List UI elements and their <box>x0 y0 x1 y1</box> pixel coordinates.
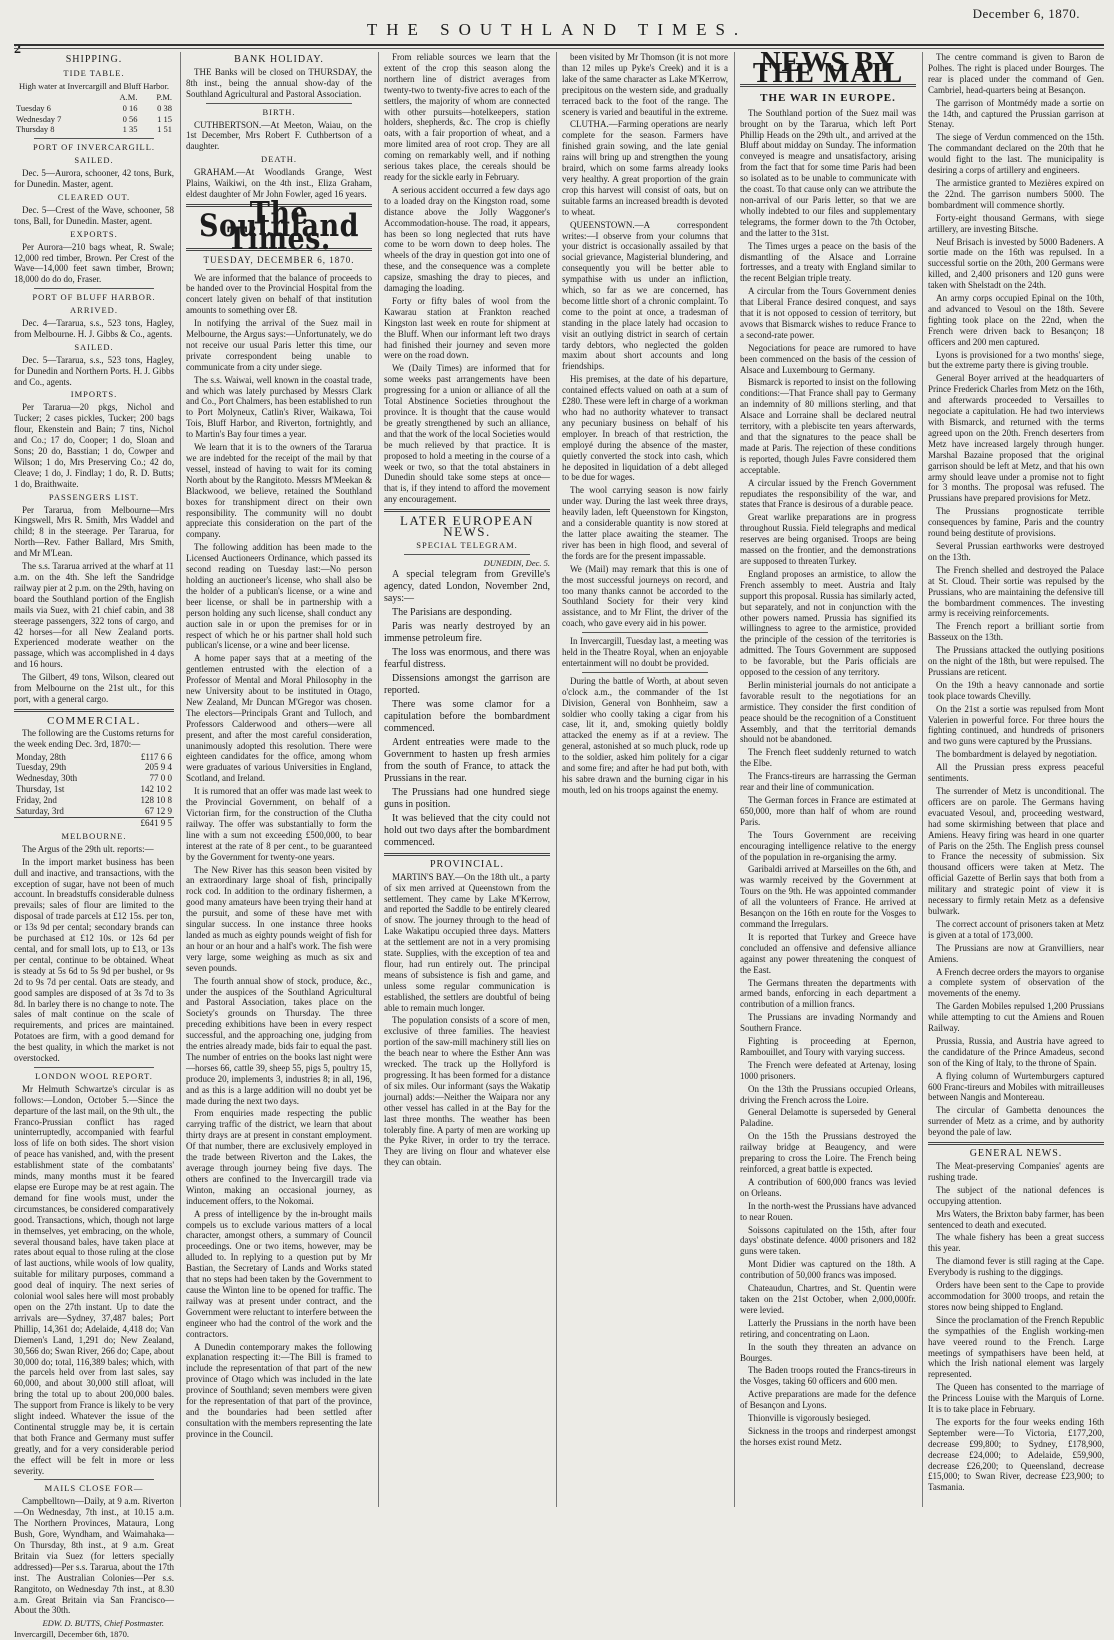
provincial-paragraph: During the battle of Worth, at about seven o'clock a.m., the commander of the 1st Division, General von Bonhheim, saw a soldier who coolly taking a cigar from his case, lit it, and, smoking quietly boldly attacked the enemy as if at a review. The general, astonished at so much pluck, rode up to the soldier, asked him politely for a cigar and some fire; and after he had put both, with his sabre drawn and the burning cigar in his mouth, led on his troops against the enemy. <box>562 675 728 795</box>
column-war-news <box>740 47 916 1507</box>
customs-row <box>14 784 174 795</box>
editorial-paragraph: A Dunedin contemporary makes the following explanation respecting it:—The Bill is framed to include the representation of that part of the new province of Otago which was included in the late province of Southland; seven members were given for the representation of that part of the province, and the boundaries had been settled after consultation with the members representing the late province in the Council. <box>186 1341 372 1439</box>
tide-pm: 1 51 <box>157 124 172 135</box>
customs-day: Thursday, 1st <box>16 784 65 795</box>
telegram-line: There was some clamor for a capitulation before the bombardment commenced. <box>384 698 550 734</box>
divider <box>582 672 708 673</box>
editorial-paragraph: In notifying the arrival of the Suez mail in Melbourne, the Argus says:—Unfortunately, we do not receive our usual Paris letter this time, our private correspondent being unable to communicate from a city under siege. <box>186 318 372 372</box>
war-paragraph: The Southland portion of the Suez mail was brought on by the Tararua, which left Port Phillip Heads on the 29th ult., and arrived at the Bluff about midday on Sunday. The information conveyed is meagre and unsatisfactory, arising from the fact that for some time Paris had been so isolated as to be unable to communicate with the coast. To that cause only can we attribute the non-arrival of our Paris letter, so that we are wholly indebted to our files and supplementary telegrams, the former down to the 7th October, and the latter to the 31st. <box>740 107 916 238</box>
war-paragraph: General Delamotte is superseded by General Paladine. <box>740 1107 916 1129</box>
column-war-continued <box>928 52 1104 1507</box>
provincial-paragraph: been visited by Mr Thomson (it is not more than 12 miles up Pyke's Creek) and it is a lake of the same character as Lake M'Kerrow, precipitous on the western side, and gradually terraced back to the foot of the range. The scenery is varied and beautiful in the extreme. <box>562 52 728 117</box>
war-paragraph: The Francs-tireurs are harrassing the German rear and their line of communication. <box>740 771 916 793</box>
imports-entry: Per Tararua—20 pkgs, Nichol and Tucker; 2 cases pickles, Tucker; 200 bags flour, Ekenstein and Bain; 7 tins, Nichol and Co.; 17 do, Cooper; 1 do, Sloan and Sons; 20 do, Basstian; 1 do, Cowper and Wilson; 1 do, Mrs Preserving Co.; 42 do, Cleave; 1 do, J. Findlay; 1 do, R. D. Butts; 1 do, Braithwaite. <box>14 402 174 489</box>
war-paragraph: Prussia, Russia, and Austria have agreed to the candidature of the Prince Amadeus, second son of the King of Italy, to the throne of Spain. <box>928 1035 1104 1068</box>
news-paragraph: A serious accident occurred a few days ago to a loaded dray on the Kingston road, some distance above the Jolly Waggoner's Accommodation-house. The road, it appears, has been so long neglected that ruts have come to be worn down to deep holes. The wheels of the dray in question got into one of these, and the consequence was a complete capsize, smashing the dray to pieces, and damaging the loading. <box>384 184 550 294</box>
editorial-paragraph: We are informed that the balance of proceeds to be handed over to the Provincial Hospital from the concert lately given on behalf of that institution amounts to something over £8. <box>186 272 372 316</box>
tide-am: 0 56 <box>122 113 138 124</box>
customs-day: Saturday, 3rd <box>16 806 64 817</box>
telegram-line: The Parisians are desponding. <box>392 606 512 618</box>
tide-day: Thursday 8 <box>16 124 55 135</box>
customs-intro: The following are the Customs returns for the week ending Dec. 3rd, 1870:— <box>14 727 174 749</box>
general-news-paragraph: Mrs Waters, the Brixton baby farmer, has been sentenced to death and executed. <box>928 1208 1104 1230</box>
war-in-europe-heading: THE WAR IN EUROPE. <box>760 91 896 104</box>
editorial-paragraph: The s.s. Waiwai, well known in the coastal trade, and which was lately purchased by Messrs Clark and Co., Port Chalmers, has been established to run to Port Molyneux, Catlin's River, Waikawa, Toi Tois, Bluff Harbor, and Riverton, fortnightly, and to Martin's Bay four times a year. <box>186 374 372 440</box>
telegram-line: Dissensions amongst the garrison are reported. <box>384 672 550 696</box>
war-paragraph: Mont Didier was captured on the 18th. A contribution of 50,000 francs was imposed. <box>740 1259 916 1281</box>
tide-row <box>14 103 174 114</box>
news-paragraph: From reliable sources we learn that the extent of the crop this season along the northern line of district averages from twenty-two to twenty-five acres to each of the settlers, the majority of whom are connected with other pursuits—hotelkeepers, station holders, shepherds, &c. The crop is chiefly oats, with a fair proportion of wheat, and a more limited area of root crop. They are all coming on remarkably well, and if nothing serious takes place, the cereals should be ready for the sickle early in February. <box>384 52 550 182</box>
war-paragraph: Great warlike preparations are in progress throughout Russia. Field telegraphs and medical reserves are being organised. Troops are being massed on the frontier, and the demonstrations are supposed to threaten Turkey. <box>740 512 916 566</box>
customs-amount: 205 9 4 <box>145 762 172 773</box>
customs-day: Tuesday, 29th <box>16 762 67 773</box>
customs-day: Friday, 2nd <box>16 795 57 806</box>
telegram-line: The loss was enormous, and there was fearful distress. <box>384 646 550 670</box>
wool-report-heading: LONDON WOOL REPORT. <box>35 1070 153 1081</box>
war-paragraph: Negociations for peace are rumored to have been commenced on the basis of the cession of Alsace and Luxembourg to Germany. <box>740 342 916 375</box>
war-paragraph: The Prussians attacked the outlying positions on the night of the 18th, but were repulsed. The Prussians are reticent. <box>928 645 1104 677</box>
tide-pm: 0 38 <box>157 102 172 113</box>
war-paragraph: On the 21st a sortie was repulsed from Mont Valerien in powerful force. For three hours the fighting continued, and hundreds of prisoners and two guns were captured by the Prussians. <box>928 703 1104 747</box>
sailed-heading: SAILED. <box>74 155 114 166</box>
melbourne-intro: The Argus of the 29th ult. reports:— <box>22 843 154 854</box>
telegram-line: It was believed that the city could not hold out two days after the bombardment commenced. <box>384 812 550 848</box>
header-rule <box>14 44 1104 46</box>
sailed-entry: Dec. 5—Aurora, schooner, 42 tons, Burk, for Dunedin. Master, agent. <box>14 168 174 190</box>
tide-subheading: High water at Invercargill and Bluff Harbor. <box>18 80 170 91</box>
war-paragraph: The correct account of prisoners taken at Metz is given at a total of 173,000. <box>928 918 1104 940</box>
provincial-paragraph: The population consists of a score of men, exclusive of three families. The heaviest portion of the saw-mill machinery still lies on the beach near to where the Esther Ann was wrecked. The track up the Hollyford is progressing. It has been formed for a distance of six miles. Our informant (says the Wakatip journal) adds:—Neither the Waipara nor any other vessel has called in at the Bay for the last three months. The weather has been tolerably fine. A party of men are working up the Pyke River, in order to try the terrace. They are living on flour and whatever else they can obtain. <box>384 1015 550 1168</box>
general-news-paragraph: Orders have been sent to the Cape to provide accommodation for 3000 troops, and retain the stores now being shipped to England. <box>928 1280 1104 1312</box>
war-paragraph: The Prussians prognosticate terrible consequences by famine, Paris and the country round being destitute of provisions. <box>928 506 1104 539</box>
bank-holiday-notice: THE Banks will be closed on THURSDAY, the 8th inst., being the annual show-day of the Southland Agricultural and Pastoral Association. <box>186 66 372 99</box>
editorial-paragraph: The New River has this season been visited by an extraordinary large shoal of fish, principally rock cod. In addition to the ordinary fishermen, a good many amateurs have been trying their hand at the pursuit, and some of these have met with singular success. In one instance three hooks landed as much as eighty pounds weight of fish for an hour or an hour and a half's work. The fish were very large, some weighing as much as six and seven pounds. <box>186 864 372 973</box>
column-local-news <box>384 52 550 1507</box>
news-paragraph: We (Daily Times) are informed that for some weeks past arrangements have been progressing for a union or alliance of all the Total Abstinence Societies throughout the province. It is thought that the cause would be greatly strengthened by such an alliance, and that the work of the local Societies would be much relieved by that practice. It is proposed to hold a meeting in the course of a week or two, so that the total abstainers in Dunedin should take some steps at once—that is, if they intend to afford the movement any encouragement. <box>384 363 550 505</box>
header-rule-thin <box>14 48 1104 49</box>
customs-amount: 77 0 0 <box>149 773 172 784</box>
divider <box>34 138 154 139</box>
special-telegram-heading: SPECIAL TELEGRAM. <box>416 539 518 550</box>
war-paragraph: The bombardment is delayed by negotiation. <box>936 749 1097 760</box>
editorial-paragraph: The fourth annual show of stock, produce, &c., under the auspices of the Southland Agricultural and Pastoral Association, takes place on the Society's grounds on Thursday. The three preceding exhibitions have been in every respect successful, and the approaching one, judging from the entries already made, bids fair to equal the past. The number of entries on the books last night were—horses 66, cattle 39, sheep 55, pigs 5, poultry 15, produce 20, implements 3, industries 8; in all, 196, and as this is a large addition will no doubt yet be made during the next two days. <box>186 975 372 1106</box>
provincial-paragraph: We (Mail) may remark that this is one of the most successful journeys on record, and too many thanks cannot be accorded to the Southland Society for their very kind assistance, and to Mr Flint, the driver of the coach, who gave every aid in his power. <box>562 563 728 629</box>
customs-row <box>14 752 174 763</box>
war-paragraph: Chateaudun, Chartres, and St. Quentin were taken on the 21st October, when 2,000,000fr. were levied. <box>740 1283 916 1315</box>
war-paragraph: The Prussians are invading Normandy and Southern France. <box>740 1012 916 1034</box>
war-paragraph: Thionville is vigorously besieged. <box>748 1413 871 1424</box>
war-paragraph: Fighting is proceeding at Epernon, Rambouillet, and Toury with varying success. <box>740 1036 916 1057</box>
provincial-paragraph: His premises, at the date of his departure, contained effects valued on oath at a sum of £280. These were left in charge of a workman who had no authority whatever to transact any pecuniary business on behalf of his employer. In breach of that restriction, the employé during the absence of the master, quietly converted the stock into cash, which he deposited in liquidation of a debt alleged to be due for wages. <box>562 374 728 483</box>
provincial-paragraph: The wool carrying season is now fairly under way. During the last week three drays, heavily laden, left Queenstown for Kingston, and a considerable quantity is now stored at the latter place awaiting the steamer. The river has been in high flood, and several of the fords are for the present impassable. <box>562 485 728 561</box>
birth-notice: CUTHBERTSON.—At Meeton, Waiau, on the 1st December, Mrs Robert F. Cuthbertson of a daughter. <box>186 119 372 152</box>
war-paragraph: All the Prussian press express peaceful sentiments. <box>928 762 1104 784</box>
imports-heading: IMPORTS. <box>70 389 118 400</box>
tide-heading: TIDE TABLE. <box>63 67 125 78</box>
telegram-line: Ardent entreaties were made to the Government to hasten up fresh armies from the south of France, to attack the Prussians in the rear. <box>384 736 550 784</box>
commercial-heading: COMMERCIAL. <box>47 714 141 727</box>
column-shipping-commercial <box>14 52 174 1640</box>
death-heading: DEATH. <box>261 154 297 165</box>
editorial-paragraph: It is rumored that an offer was made last week to the Provincial Government, on behalf of a Victorian firm, for the construction of the Clutha railway. The offer was substantially to form the line with a sum not exceeding £500,000, to bear interest at the rate of 8 per cent., to be guaranteed by the Government for twenty-one years. <box>186 786 372 862</box>
general-news-paragraph: The diamond fever is still raging at the Cape. Everybody is rushing to the diggings. <box>928 1256 1104 1278</box>
wool-report: Mr Helmuth Schwartze's circular is as follows:—London, October 5.—Since the departure of the last mail, on the 9th ult., the Franco-Prussian conflict has raged uninterruptedly, accompanied with fearful loss of life on both sides. The short vision of peace has vanished, and, with the present establishment state of the combatants' minds, many months must it be feared elapse ere Europe may be at rest again. The demand for fine wools must, under the circumstances, be considered comparatively good. Transactions, which, though not large in themselves, yet embracing, on the whole, several thousand bales, have taken place at rates about equal to those ruling at the close of last auctions, while wools of low quality, suitable for military purposes, command a good deal of inquiry. The next series of colonial wool sales here will most probably open on the 27th instant. Up to date the arrivals are—Sydney, 37,487 bales; Port Phillip, 14,361 do; Adelaide, 4,418 do; Van Diemen's Land, 1,291 do; New Zealand, 30,566 do; Swan River, 266 do; Cape, about 30,000 do; total, 116,389 bales; which, with the parcels held over from last sales, say 60,000, and about 30,000 still afloat, will bring the total up to about 200,000 bales. The support from France is likely to be very slight indeed. Whatever the issue of the Continental struggle may be, it is certain that both France and Germany must suffer greatly, and for a very considerable period the effect will be felt in more or less severity. <box>14 1083 174 1476</box>
page-number: 2 <box>14 42 21 57</box>
birth-heading: BIRTH. <box>262 106 296 117</box>
paper-nameplate: The Southland Times. <box>198 195 359 257</box>
customs-amount: £117 6 6 <box>140 751 172 762</box>
divider <box>206 103 352 104</box>
editorial-paragraph: We learn that it is to the owners of the Tararua we are indebted for the receipt of the mail by that vessel, instead of having to wait for its coming North about by the Rangitoto. Messrs M'Meekan & Blackwood, we believe, retained the Southland boxes for transhipment direct on their own responsibility. The community will no doubt appreciate this consideration on the part of the company. <box>186 442 372 540</box>
column-rule <box>922 52 923 1507</box>
tararua-report: The s.s. Tararua arrived at the wharf at 11 a.m. on the 4th. She left the Sandridge railway pier at 2 p.m. on the 29th, having on board the Southland portion of the English mails via Suez, with 21 chief cabin, and 38 steerage passengers, 322 tons of cargo, and 42 horses—for all New Zealand ports. Experienced moderate weather on the passage, which was accomplished in 4 days and 16 hours. <box>14 561 174 670</box>
war-paragraph: The French were defeated at Artenay, losing 1000 prisoners. <box>740 1059 916 1081</box>
telegram-line: A special telegram from Greville's agency, dated London, November 2nd, says:— <box>384 568 550 604</box>
column-rule <box>378 52 379 1507</box>
war-paragraph: On the 13th the Prussians occupied Orleans, driving the French across the Loire. <box>740 1083 916 1105</box>
signature-date: Invercargill, December 6th, 1870. <box>14 1629 130 1640</box>
editorial-dateline: TUESDAY, DECEMBER 6, 1870. <box>203 254 355 265</box>
tide-day: Wednesday 7 <box>16 113 62 124</box>
port-invercargill-heading: PORT OF INVERCARGILL. <box>32 142 156 153</box>
customs-day: Monday, 28th <box>16 751 66 762</box>
editorial-paragraph: From enquiries made respecting the public carrying traffic of the district, we learn that about thirty drays are at present in constant employment. Of that number, there are exclusively employed in the trade between Riverton and the Lakes, the average through journey being five days. The others are confined to the Invercargill trade via Winton, making an occasional journey, as inducement offers, to the Nokomai. <box>186 1108 372 1206</box>
cleared-heading: CLEARED OUT. <box>57 191 131 202</box>
section-divider <box>384 853 550 856</box>
telegram-line: The Prussians had one hundred siege guns in position. <box>384 786 550 810</box>
bank-holiday-heading: BANK HOLIDAY. <box>234 54 324 65</box>
divider <box>34 1479 154 1480</box>
customs-total: £641 9 5 <box>118 818 174 829</box>
war-paragraph: On the 15th the Prussians destroyed the railway bridge at Beaugency, and were preparing to cross the Loire. The French being reinforced, a great battle is expected. <box>740 1131 916 1174</box>
war-paragraph: The Prussians are now at Granvilliers, near Amiens. <box>928 942 1104 964</box>
war-paragraph: A flying column of Wurtemburgers captured 600 Franc-tireurs and Mobiles with mitrailleuses between Nangis and Montereau. <box>928 1070 1104 1103</box>
tide-col-am: A.M. <box>119 91 138 102</box>
war-paragraph: The armistice granted to Mezières expired on the 22nd. The garrison numbers 5000. The bombardment will commence shortly. <box>928 177 1104 210</box>
war-paragraph: The Germans threaten the departments with armed bands, enforcing in each department a contribution of a million francs. <box>740 977 916 1010</box>
war-paragraph: The Baden troops routed the Francs-tireurs in the Vosges, taking 60 officers and 600 men. <box>740 1365 916 1387</box>
column-rule <box>180 52 181 1507</box>
cleared-entry: Dec. 5—Crest of the Wave, schooner, 58 tons, Ball, for Dunedin. Master, agent. <box>14 204 174 226</box>
war-paragraph: On the 19th a heavy cannonade and sortie took place towards Chevilly. <box>928 679 1104 701</box>
customs-total-row <box>14 818 174 829</box>
passengers-entry: Per Tararua, from Melbourne—Mrs Kingswell, Mrs R. Smith, Mrs Waddel and child; 8 in the steerage. Per Tararua, for North—Rev. Father Ballard, Mrs Smith, and Mr M'Lean. <box>14 504 174 559</box>
general-news-paragraph: The subject of the national defences is occupying attention. <box>928 1184 1104 1206</box>
tide-am: 0 16 <box>122 102 138 113</box>
war-paragraph: The surrender of Metz is unconditional. The officers are on parole. The Germans having evacuated Vesoul, and, proceeding westward, had some skirmishing between that place and Amiens. Heavy firing was heard in one quarter of Paris on the 25th. The English press counsel to France the necessity of submission. Six thousand officers were taken at Metz. The official Gazette of Berlin says that both from a military and strategic point of view it is necessary to firmly retain Metz as a defensive bulwark. <box>928 786 1104 916</box>
editorial-paragraph: A press of intelligence by the in-brought mails compels us to exclude various matters of a local character, amongst others, a summary of Council proceedings. One or two items, however, may be alluded to. In replying to a question put by Mr Bastian, the Secretary of Lands and Works stated that no steps had been taken by the Government to cause the Winton line to be opened for traffic. The railway was at present under contract, and the Government were reluctant to interfere between the engineer who had the control of the work and the contractors. <box>186 1208 372 1339</box>
war-paragraph: The garrison of Montmédy made a sortie on the 14th, and captured the Prussian garrison at Stenay. <box>928 97 1104 130</box>
tide-row <box>14 114 174 125</box>
war-paragraph: General Boyer arrived at the headquarters of Prince Frederick Charles from Metz on the 16th, and afterwards proceeded to Versailles to negociate a capitulation. He had two interviews with Bismarck, and returned with the terms agreed upon on the 20th. French deserters from Metz have increased largely through hunger. Marshal Bazaine proposed that the original garrison should be left at Metz, and that his own army should leave under a promise not to fight for 3 months. The proposal was refused. The Prussians have prepared provisions for Metz. <box>928 373 1104 504</box>
editorial-paragraph: A home paper says that at a meeting of the gentlemen entrusted with the election of a Professor of Mental and Moral Philosophy in the new University about to be instituted in Otago, New Zealand, Mr Duncan M'Gregor was chosen. The electors—Principals Grant and Tulloch, and Professors Calderwood and others—were all present, and after the most careful consideration, unanimously adopted this resolution. There were eighteen candidates for the office, among whom were graduates of various Universities in England, Scotland, and Ireland. <box>186 653 372 784</box>
war-paragraph: The siege of Verdun commenced on the 15th. The commandant declared on the 20th that he would fight to the last. The municipality is desiring a corps of artillery and engineers. <box>928 132 1104 176</box>
war-paragraph: A contribution of 600,000 francs was levied on Orleans. <box>740 1176 916 1198</box>
customs-amount: 142 10 2 <box>140 784 172 795</box>
tide-row <box>14 124 174 135</box>
provincial-paragraph: In Invercargill, Tuesday last, a meeting was held in the Theatre Royal, when an enjoyable entertainment will no doubt be provided. <box>562 636 728 668</box>
war-paragraph: The French report a brilliant sortie from Basseux on the 13th. <box>928 621 1104 643</box>
war-paragraph: Latterly the Prussians in the north have been retiring, and concentrating on Laon. <box>740 1317 916 1339</box>
tide-col-pm: P.M. <box>156 91 172 102</box>
war-paragraph: In the south they threaten an advance on Bourges. <box>740 1341 916 1363</box>
postmaster-signature: EDW. D. BUTTS, Chief Postmaster. <box>42 1618 164 1629</box>
divider <box>404 554 530 555</box>
section-divider <box>384 509 550 512</box>
tide-header-row <box>14 92 174 103</box>
melbourne-heading: MELBOURNE. <box>61 830 127 841</box>
war-paragraph: Soissons capitulated on the 15th, after four days' obstinate defence. 4000 prisoners and 182 guns were taken. <box>740 1224 916 1257</box>
section-divider <box>14 709 174 712</box>
news-by-mail-heading: NEWS BY THE MAIL <box>752 47 904 89</box>
sailed-heading-bluff: SAILED. <box>74 341 114 352</box>
masthead-title: THE SOUTHLAND TIMES. <box>366 20 748 39</box>
general-news-heading: GENERAL NEWS. <box>969 1148 1063 1160</box>
general-news-paragraph: The exports for the four weeks ending 16th September were—To Victoria, £177,200, decrease £99,800; to Sydney, £178,900, decrease £24,000; to Adelaide, £59,900, decrease £26,200; to Queensland, decrease £15,000; to Swan River, decrease £23,900; to Tasmania. <box>928 1416 1104 1493</box>
customs-row <box>14 795 174 806</box>
war-paragraph: An army corps occupied Epinal on the 10th, and advanced to Vesoul on the 18th. Severe fighting took place on the 22nd, when the French were driven back to Besançon; 18 officers and 200 men captured. <box>928 293 1104 347</box>
war-paragraph: England proposes an armistice, to allow the French assembly to meet. Austria and Italy support this proposal. Russia has similarly acted, but separately, and not in conjunction with the other powers named. Prussia has signified its willingness to agree to the armistice, provided the principle of the cession of the territories is admitted. The Tours Government are supposed to be favorable, but the Paris officials are opposed to the cession of any territory. <box>740 568 916 678</box>
general-news-paragraph: The Queen has consented to the marriage of the Princess Louise with the Marquis of Lorne. It is to take place in February. <box>928 1382 1104 1415</box>
war-paragraph: A circular from the Tours Government denies that Liberal France desired conquest, and says that it is not opposed to cession of territory, but avows that Bismarck wishes to reduce France to a second-rate power. <box>740 286 916 340</box>
general-news-paragraph: The whale fishery has been a great success this year. <box>928 1232 1104 1254</box>
war-paragraph: Several Prussian earthworks were destroyed on the 13th. <box>928 540 1104 562</box>
customs-row <box>14 773 174 784</box>
arrived-entry: Dec. 4—Tararua, s.s., 523 tons, Hagley, from Melbourne. H. J. Gibbs & Co., agents. <box>14 318 174 339</box>
war-paragraph: It is reported that Turkey and Greece have concluded an offensive and defensive alliance against any power threatening the conquest of the East. <box>740 931 916 975</box>
tide-table <box>14 92 174 136</box>
mails-heading: MAILS CLOSE FOR— <box>44 1483 144 1494</box>
exports-entry: Per Aurora—210 bags wheat, R. Swale; 12,000 red timber, Brown. Per Crest of the Wave—14,000 feet sawn timber, Brown; 18,000 do do do, Fraser. <box>14 241 174 285</box>
divider <box>34 288 154 289</box>
section-divider <box>928 1142 1104 1145</box>
war-paragraph: A French decree orders the mayors to organise a complete system of observation of the movements of the enemy. <box>928 966 1104 999</box>
war-paragraph: In the north-west the Prussians have advanced to near Rouen. <box>740 1200 916 1222</box>
war-paragraph: A circular issued by the French Government repudiates the responsibility of the war, and states that France is desirous of a durable peace. <box>740 477 916 510</box>
war-paragraph: Lyons is provisioned for a two months' siege, but the extreme party there is giving trouble. <box>928 349 1104 371</box>
news-paragraph: Forty or fifty bales of wool from the Kawarau station at Frankton reached Kingston last week en route for shipment at the Bluff. When our informant left two drays had finished their journey and seven more were on the road down. <box>384 295 550 361</box>
customs-table <box>14 752 174 829</box>
war-paragraph: The German forces in France are estimated at 650,000, more than half of whom are round Paris. <box>740 795 916 827</box>
tide-day: Tuesday 6 <box>16 102 51 113</box>
war-paragraph: The Times urges a peace on the basis of the dismantling of the Alsace and Lorraine fortresses, and a treaty with England similar to the recent Belgian triple treaty. <box>740 240 916 284</box>
war-paragraph: Active preparations are made for the defence of Besançon and Lyons. <box>740 1389 916 1411</box>
divider <box>582 632 708 633</box>
war-paragraph: Berlin ministerial journals do not anticipate a favorable result to the negotiations for an armistice. They consider the first condition of peace should be the recognition of a Constituent Assembly, and that the territorial demands should not be abandoned. <box>740 679 916 745</box>
war-paragraph: The Garden Mobiles repulsed 1,200 Prussians while attempting to cut the Amiens and Rouen Railway. <box>928 1001 1104 1034</box>
customs-row <box>14 806 174 817</box>
war-paragraph: The French shelled and destroyed the Palace at St. Cloud. Their sortie was repulsed by the Prussians, who are maintaining the defensive till the bombardment commences. The investing army is receiving reinforcements. <box>928 564 1104 619</box>
general-news-paragraph: The Meat-preserving Companies' agents are rushing trade. <box>928 1161 1104 1182</box>
passengers-heading: PASSENGERS LIST. <box>48 491 140 502</box>
divider <box>34 1067 154 1068</box>
column-editorial <box>186 52 372 1507</box>
divider <box>206 269 352 270</box>
war-paragraph: The French fleet suddenly returned to watch the Elbe. <box>740 747 916 769</box>
exports-heading: EXPORTS. <box>70 228 118 239</box>
general-news-paragraph: Since the proclamation of the French Republic the sympathies of the English working-men have veered round to the French. Large meetings of sympathisers have been held, at which the Irish national element was largely represented. <box>928 1314 1104 1380</box>
war-paragraph: Neuf Brisach is invested by 5000 Badeners. A sortie made on the 16th was repulsed. In a successful sortie on the 20th, 200 Germans were killed, and 2,400 prisoners and 120 guns were taken with Shelstadt on the 24th. <box>928 236 1104 291</box>
war-paragraph: Bismarck is reported to insist on the following conditions:—That France shall pay to Germany an indemnity of 80 millions sterling, and that Alsace and Lorraine shall be declared neutral territory, with a plebiscite ten years afterwards, and that the signatures to the peace shall be made at Paris. The rejection of these conditions is reported, though Jules Favre considered them acceptable. <box>740 377 916 475</box>
tide-pm: 1 15 <box>157 113 172 124</box>
arrived-heading: ARRIVED. <box>70 305 118 316</box>
provincial-paragraph: MARTIN'S BAY.—On the 18th ult., a party of six men arrived at Queenstown from the settlement. They came by Lake M'Kerrow, and reported the Saddle to be entirely cleared of snow. The journey through to the head of Lake Wakatipu occupied three days. Matters at the settlement are not in a very promising state. Supplies, with the exception of tea and flour, had run entirely out. The principal means of subsistence is fish and game, and unless some regular communication is established, the settlers are doubtful of being able to remain much longer. <box>384 871 550 1013</box>
editorial-paragraph: The following addition has been made to the Licensed Auctioneers Ordinance, which passed its second reading on Tuesday last:—No person holding an auctioneer's license, who shall also be the holder of a publican's license, or a wine and beer license, or shall be in partnership with a person holding any such license, shall conduct any auction sale in or upon the premises for or in respect of which he or his partner shall hold such publican's license, or a wine and beer license. <box>186 542 372 651</box>
mails-notice: Campbelltown—Daily, at 9 a.m. Riverton—On Wednesday, 7th inst., at 10.15 a.m. The Northern Provinces, Mataura, Long Bush, Gore, Wyndham, and Waimahaka—On Thursday, 8th inst., at 9 a.m. Great Britain via Suez (for letters specially addressed)—Per s.s. Tararua, about the 17th inst. The Australian Colonies—Per s.s. Rangitoto, on Wednesday 7th inst., at 8.30 a.m. Great Britain via San Francisco—About the 30th. <box>14 1496 174 1616</box>
war-paragraph: Forty-eight thousand Germans, with siege artillery, are investing Bitsche. <box>928 212 1104 234</box>
war-paragraph: The centre command is given to Baron de Polhes. The right is placed under Bourges. The rear is placed under the command of Gen. Cambriel, head-quarters being at Besançon. <box>928 52 1104 95</box>
gilbert-report: The Gilbert, 49 tons, Wilson, cleared out from Melbourne on the 21st ult., for this port, with a general cargo. <box>14 672 174 704</box>
column-rule <box>734 52 735 1507</box>
customs-amount: 128 10 8 <box>140 795 172 806</box>
telegram-dateline: DUNEDIN, Dec. 5. <box>483 557 550 568</box>
shipping-heading: SHIPPING. <box>65 54 123 65</box>
provincial-paragraph: QUEENSTOWN.—A correspondent writes:—I observe from your columns that your district is occasionally assailed by that social grievance, Magisterial blundering, and consequently you will be better able to sympathise with us under an infliction, which, so far as we are concerned, has become little short of a chronic complaint. To come to the point at once, a tradesman of standing in the place lately had occasion to visit an outlying district in search of certain tardy debtors, who neglected the golden maxim about short accounts and long friendships. <box>562 219 728 372</box>
customs-row <box>14 762 174 773</box>
telegram-line: Paris was nearly destroyed by an immense petroleum fire. <box>384 620 550 644</box>
provincial-paragraph: CLUTHA.—Farming operations are nearly complete for the season. Farmers have finished grain sowing, and the late genial rains will bring up and strengthen the young braird, which on some farms already looks very healthy. A great proportion of the grain crop this harvest will consist of oats, but on suitable farms an increased breadth is devoted to wheat. <box>562 119 728 217</box>
customs-day: Wednesday, 30th <box>16 773 78 784</box>
war-paragraph: The circular of Gambetta denounces the surrender of Metz as a crime, and by authority beyond the pale of law. <box>928 1105 1104 1138</box>
melbourne-report: In the import market business has been dull and inactive, and transactions, with the exception of sugar, have not been of much account. In breadstuffs considerable dulness prevails; sales of flour are limited to the disposal of trade parcels at £12 15s. per ton, or 13s 9d per cental; secondary brands can be purchased at £12 10s. or 12s 6d per cental, and for small lots, up to £13, or 13s per cental, continue to be obtained. Wheat is steady at 5s 6d to 5s 9d per bushel, or 9s 2d to 9s 7d per cental. Oats are steady, and good samples are disposed of at 3s 7d to 3s 8d. In barley there is no change to note. The sales of malt continue on the scale of requirements, and prices are maintained. Potatoes are firm, with a good demand for the best quality, in which the market is not overstocked. <box>14 856 174 1064</box>
column-provincial <box>562 52 728 1507</box>
war-paragraph: The Tours Government are receiving encouraging intelligence relative to the energy of the population in re-organising the army. <box>740 829 916 862</box>
war-paragraph: Sickness in the troops and rinderpest amongst the horses exist round Metz. <box>740 1425 916 1447</box>
port-bluff-heading: PORT OF BLUFF HARBOR. <box>32 292 156 303</box>
column-rule <box>556 52 557 1507</box>
death-notice: GRAHAM.—At Woodlands Grange, West Plains, Waikiwi, on the 4th inst., Eliza Graham, eldest daughter of Mr John Fowler, aged 16 years. <box>186 167 372 199</box>
later-european-news-heading: LATER EUROPEAN NEWS. <box>399 513 535 540</box>
provincial-heading: PROVINCIAL. <box>429 858 505 870</box>
header-date: December 6, 1870. <box>972 6 1080 21</box>
customs-amount: 67 12 9 <box>145 806 172 817</box>
sailed-entry-bluff: Dec. 5—Tararua, s.s., 523 tons, Hagley, for Dunedin and Northern Ports. H. J. Gibbs and Co., agents. <box>14 354 174 387</box>
war-paragraph: Garibaldi arrived at Marseilles on the 6th, and was warmly received by the Government at Tours on the 9th. He was appointed commander of all the volunteers of France. He arrived at Besançon on the 16th en route for the Vosges to command the Irregulars. <box>740 864 916 929</box>
tide-am: 1 35 <box>122 124 138 135</box>
tide-col-day <box>14 92 101 103</box>
